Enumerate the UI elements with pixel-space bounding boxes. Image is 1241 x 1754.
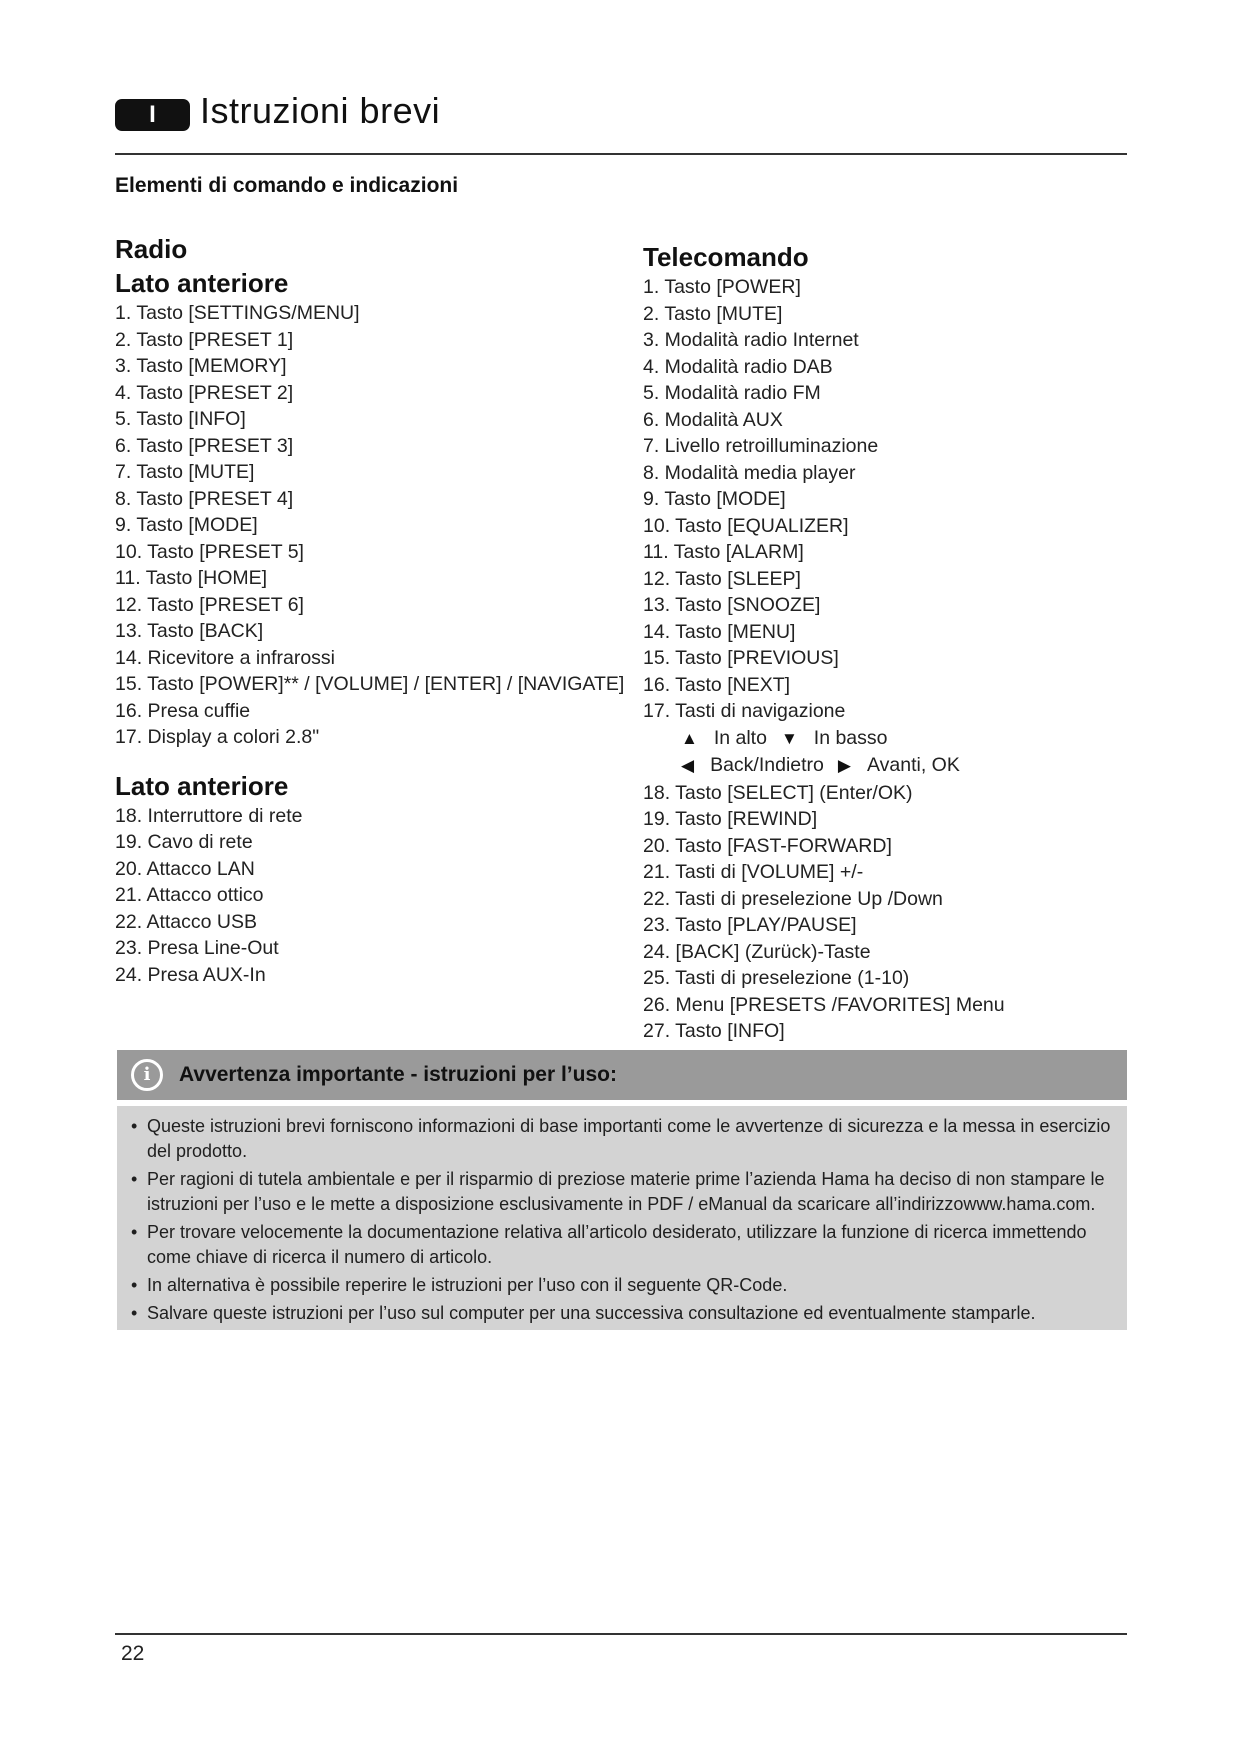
page-title: Istruzioni brevi (200, 90, 441, 131)
notice-item (127, 1114, 1113, 1164)
list-item: 5. Tasto [INFO] (115, 408, 246, 430)
notice-list (127, 1114, 1113, 1326)
list-item: 1. Tasto [SETTINGS/MENU] (115, 302, 360, 324)
nav-down-label: In basso (813, 726, 888, 749)
left-arrow-icon: ◀ (681, 756, 695, 775)
header-divider (115, 153, 1127, 155)
notice-item (127, 1301, 1113, 1326)
bullet: • (131, 1275, 138, 1295)
list-item: 13. Tasto [BACK] (115, 620, 264, 642)
front-panel-title: Lato anteriore (115, 268, 289, 298)
list-item: 23. Tasto [PLAY/PAUSE] (643, 914, 857, 936)
list-item: 12. Tasto [PRESET 6] (115, 593, 304, 616)
nav-up-label: In alto (713, 726, 767, 749)
list-item: 6. Modalità AUX (643, 408, 783, 431)
list-item: 8. Modalità media player (643, 461, 856, 484)
remote-list (643, 274, 1123, 725)
list-item: 16. Presa cuffie (115, 699, 251, 722)
info-icon: i (131, 1059, 163, 1091)
remote-column (643, 240, 1123, 1045)
list-item: 21. Tasti di [VOLUME] +/- (643, 861, 864, 883)
list-item: 22. Tasti di preselezione Up /Down (643, 887, 943, 910)
list-item: 9. Tasto [MODE] (643, 488, 786, 510)
right-arrow-icon: ▶ (837, 756, 851, 775)
list-item: 24. Presa AUX-In (115, 963, 266, 986)
list-item: 27. Tasto [INFO] (643, 1020, 785, 1042)
list-item: 20. Attacco LAN (115, 857, 255, 880)
notice-item (127, 1167, 1113, 1217)
front-panel-list (115, 300, 635, 751)
list-item: 8. Tasto [PRESET 4] (115, 487, 294, 510)
list-item: 18. Interruttore di rete (115, 804, 303, 827)
radio-column (115, 232, 635, 988)
list-item: 19. Cavo di rete (115, 831, 253, 853)
list-item: 21. Attacco ottico (115, 884, 264, 906)
notice-item-text: Per ragioni di tutela ambientale e per il risparmio di preziose materie prime l’azienda Hama ha deciso di non stampare le istruzioni per l’uso e le mette a disposizione esclusivamente in PDF / eManual da scaricare all’indirizzowww.hama.com. (147, 1169, 1105, 1214)
down-arrow-icon: ▼ (780, 728, 798, 748)
list-item: 17. Display a colori 2.8" (115, 726, 320, 748)
notice-item-text: Queste istruzioni brevi forniscono informazioni di base importanti come le avvertenze di sicurezza e la messa in esercizio del prodotto. (147, 1116, 1111, 1161)
notice-title: Avvertenza importante - istruzioni per l’uso: (179, 1063, 617, 1086)
list-item: 4. Tasto [PRESET 2] (115, 381, 294, 404)
footer-divider (115, 1633, 1127, 1635)
notice-item-text: In alternativa è possibile reperire le istruzioni per l’uso con il seguente QR-Code. (147, 1275, 788, 1295)
list-item: 5. Modalità radio FM (643, 382, 821, 404)
bullet: • (131, 1303, 138, 1323)
list-item: 17. Tasti di navigazione (643, 700, 846, 722)
list-item: 11. Tasto [ALARM] (643, 541, 804, 563)
list-item: 14. Ricevitore a infrarossi (115, 646, 336, 669)
list-item: 15. Tasto [POWER]** / [VOLUME] / [ENTER] / [NAVIGATE] (115, 673, 625, 695)
list-item: 7. Livello retroilluminazione (643, 435, 879, 457)
up-arrow-icon: ▲ (681, 728, 698, 748)
list-item: 1. Tasto [POWER] (643, 276, 801, 298)
bullet: • (131, 1116, 138, 1136)
list-item: 11. Tasto [HOME] (115, 567, 268, 589)
list-item: 10. Tasto [EQUALIZER] (643, 514, 849, 537)
notice-item-text: Per trovare velocemente la documentazione relativa all’articolo desiderato, utilizzare la funzione di ricerca immettendo come chiave di ricerca il numero di articolo. (147, 1222, 1087, 1267)
list-item: 6. Tasto [PRESET 3] (115, 434, 294, 457)
nav-back-label: Back/Indietro (710, 754, 824, 776)
rear-panel-list (115, 803, 635, 989)
list-item: 24. [BACK] (Zurück)-Taste (643, 940, 871, 963)
list-item: 3. Tasto [MEMORY] (115, 355, 287, 377)
list-item: 2. Tasto [PRESET 1] (115, 328, 294, 351)
notice-item (127, 1273, 1113, 1298)
list-item: 15. Tasto [PREVIOUS] (643, 647, 839, 669)
list-item: 18. Tasto [SELECT] (Enter/OK) (643, 781, 913, 804)
notice-header (117, 1050, 1127, 1100)
notice-item-text: Salvare queste istruzioni per l’uso sul computer per una successiva consultazione ed eventualmente stamparle. (147, 1303, 1036, 1323)
list-item: 13. Tasto [SNOOZE] (643, 594, 821, 616)
nav-up-down-line (643, 725, 1123, 753)
notice-body (117, 1106, 1127, 1330)
list-item: 14. Tasto [MENU] (643, 620, 796, 643)
language-badge: I (115, 99, 190, 131)
nav-left-right-line (643, 752, 1123, 780)
notice-item (127, 1220, 1113, 1270)
list-item: 4. Modalità radio DAB (643, 355, 833, 378)
list-item: 12. Tasto [SLEEP] (643, 567, 801, 590)
list-item: 20. Tasto [FAST-FORWARD] (643, 834, 892, 857)
page-number: 22 (121, 1642, 145, 1665)
section-heading: Elementi di comando e indicazioni (115, 174, 459, 197)
list-item: 16. Tasto [NEXT] (643, 673, 791, 696)
nav-forward-label: Avanti, OK (866, 754, 960, 776)
list-item: 25. Tasti di preselezione (1-10) (643, 967, 910, 989)
list-item: 23. Presa Line-Out (115, 937, 279, 959)
list-item: 10. Tasto [PRESET 5] (115, 540, 304, 563)
bullet: • (131, 1169, 138, 1189)
bullet: • (131, 1222, 138, 1242)
rear-panel-title: Lato anteriore (115, 770, 289, 801)
list-item: 3. Modalità radio Internet (643, 329, 859, 351)
remote-title: Telecomando (643, 242, 809, 272)
list-item: 9. Tasto [MODE] (115, 514, 258, 536)
radio-title: Radio (115, 234, 188, 264)
list-item: 19. Tasto [REWIND] (643, 808, 818, 830)
remote-list-continued (643, 780, 1123, 1045)
list-item: 26. Menu [PRESETS /FAVORITES] Menu (643, 993, 1005, 1016)
list-item: 2. Tasto [MUTE] (643, 302, 783, 325)
list-item: 7. Tasto [MUTE] (115, 461, 255, 483)
list-item: 22. Attacco USB (115, 910, 257, 933)
